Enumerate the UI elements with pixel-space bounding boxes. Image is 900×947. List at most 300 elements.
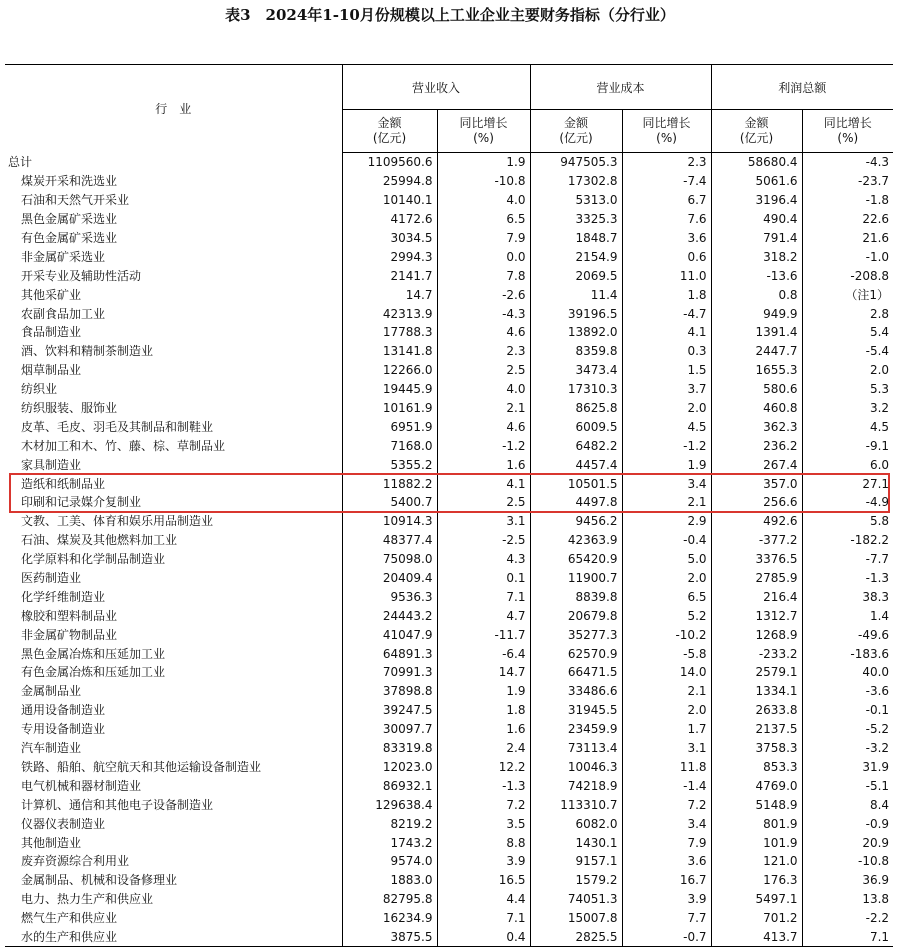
revenue-amount-cell: 20409.4 — [342, 569, 437, 588]
revenue-growth-cell: -2.5 — [437, 531, 530, 550]
profit-growth-cell: 7.1 — [802, 928, 893, 947]
revenue-amount-cell: 10140.1 — [342, 191, 437, 210]
table-row — [5, 342, 893, 361]
revenue-growth-cell: 8.8 — [437, 833, 530, 852]
revenue-growth-cell: -10.8 — [437, 172, 530, 191]
profit-group-header: 利润总额 — [711, 65, 893, 110]
profit-growth-cell: -1.8 — [865, 193, 890, 208]
cost-growth-cell: -7.4 — [622, 172, 711, 191]
cost-growth-cell: 11.8 — [622, 758, 711, 777]
profit-amount-cell: 460.8 — [711, 399, 802, 418]
profit-growth-cell: -4.9 — [865, 495, 890, 510]
profit-amount-cell: 0.8 — [711, 285, 802, 304]
revenue-amount-cell: 39247.5 — [342, 701, 437, 720]
table-row — [5, 663, 893, 682]
industry-name-cell: 非金属矿物制品业 — [5, 625, 342, 644]
table-row — [5, 739, 893, 758]
revenue-amount-cell: 82795.8 — [342, 890, 437, 909]
revenue-amount-cell: 75098.0 — [342, 550, 437, 569]
cost-amount-cell: 1430.1 — [530, 833, 622, 852]
table-row — [5, 890, 893, 909]
industry-name-cell: 专用设备制造业 — [5, 720, 342, 739]
profit-amount-header: 金额 (亿元) — [711, 110, 802, 153]
cost-growth-cell: 2.0 — [622, 569, 711, 588]
profit-amount-cell: 267.4 — [711, 455, 802, 474]
industry-name-cell: 家具制造业 — [5, 455, 342, 474]
cost-group-header: 营业成本 — [530, 65, 711, 110]
revenue-growth-cell: 4.4 — [437, 890, 530, 909]
cost-growth-cell: -5.8 — [622, 644, 711, 663]
cost-amount-cell: 9456.2 — [530, 512, 622, 531]
profit-amount-cell: 492.6 — [711, 512, 802, 531]
industry-name-cell: 黑色金属矿采选业 — [5, 210, 342, 229]
industry-name-cell: 橡胶和塑料制品业 — [5, 606, 342, 625]
table-row — [5, 512, 893, 531]
table-row — [5, 380, 893, 399]
revenue-amount-cell: 8219.2 — [342, 814, 437, 833]
profit-amount-cell: 101.9 — [711, 833, 802, 852]
profit-growth-cell: -0.1 — [865, 703, 890, 718]
revenue-amount-cell: 9536.3 — [342, 587, 437, 606]
industry-name-cell: 黑色金属冶炼和压延加工业 — [5, 644, 342, 663]
revenue-growth-cell: 2.5 — [437, 493, 530, 512]
cost-growth-cell: 5.0 — [622, 550, 711, 569]
table-row — [5, 455, 893, 474]
table-row — [5, 776, 893, 795]
cost-amount-header: 金额 (亿元) — [530, 110, 622, 153]
profit-amount-cell: 1312.7 — [711, 606, 802, 625]
cost-growth-cell: 7.6 — [622, 210, 711, 229]
revenue-growth-cell: 2.5 — [437, 361, 530, 380]
revenue-amount-cell: 25994.8 — [342, 172, 437, 191]
industry-name-cell: 电力、热力生产和供应业 — [5, 890, 342, 909]
profit-growth-cell: -182.2 — [850, 533, 890, 548]
revenue-growth-header: 同比增长 (%) — [437, 110, 530, 153]
profit-growth-header: 同比增长 (%) — [802, 110, 893, 153]
cost-amount-cell: 42363.9 — [530, 531, 622, 550]
profit-amount-cell: 791.4 — [711, 229, 802, 248]
revenue-amount-cell: 3034.5 — [342, 229, 437, 248]
revenue-growth-cell: 1.6 — [437, 720, 530, 739]
table-row — [5, 569, 893, 588]
industry-name-cell: 废弃资源综合利用业 — [5, 852, 342, 871]
revenue-growth-cell: 0.0 — [437, 247, 530, 266]
profit-growth-cell: -4.3 — [865, 155, 890, 170]
profit-amount-cell: 357.0 — [711, 474, 802, 493]
revenue-amount-cell: 2994.3 — [342, 247, 437, 266]
cost-amount-cell: 5313.0 — [530, 191, 622, 210]
revenue-growth-cell: 6.5 — [437, 210, 530, 229]
table-row — [5, 474, 893, 493]
industry-name-cell: 金属制品业 — [5, 682, 342, 701]
industry-name-cell: 计算机、通信和其他电子设备制造业 — [5, 795, 342, 814]
revenue-amount-cell: 41047.9 — [342, 625, 437, 644]
profit-growth-cell: 1.4 — [869, 608, 890, 623]
profit-growth-cell: -23.7 — [857, 174, 890, 189]
revenue-amount-cell: 1109560.6 — [342, 153, 437, 172]
profit-growth-cell: -10.8 — [857, 854, 890, 869]
profit-growth-cell: 22.6 — [862, 212, 890, 227]
industry-name-cell: 石油、煤炭及其他燃料加工业 — [5, 531, 342, 550]
revenue-amount-cell: 17788.3 — [342, 323, 437, 342]
cost-growth-cell: 7.7 — [622, 909, 711, 928]
revenue-amount-cell: 9574.0 — [342, 852, 437, 871]
profit-amount-cell: 5061.6 — [711, 172, 802, 191]
table-row — [5, 153, 893, 172]
cost-amount-cell: 73113.4 — [530, 739, 622, 758]
cost-amount-cell: 66471.5 — [530, 663, 622, 682]
industry-name-cell: 农副食品加工业 — [5, 304, 342, 323]
profit-amount-cell: 3758.3 — [711, 739, 802, 758]
industry-name-cell: 金属制品、机械和设备修理业 — [5, 871, 342, 890]
cost-amount-cell: 74218.9 — [530, 776, 622, 795]
cost-growth-cell: 2.3 — [622, 153, 711, 172]
table-row — [5, 606, 893, 625]
profit-growth-cell: -7.7 — [865, 552, 890, 567]
profit-growth-cell: -3.2 — [865, 741, 890, 756]
revenue-amount-cell: 3875.5 — [342, 928, 437, 947]
cost-growth-cell: -4.7 — [622, 304, 711, 323]
cost-growth-cell: -0.4 — [622, 531, 711, 550]
table-row — [5, 758, 893, 777]
revenue-amount-cell: 70991.3 — [342, 663, 437, 682]
revenue-amount-cell: 13141.8 — [342, 342, 437, 361]
table-row — [5, 436, 893, 455]
revenue-amount-cell: 129638.4 — [342, 795, 437, 814]
profit-growth-cell: -1.3 — [865, 571, 890, 586]
revenue-amount-cell: 6951.9 — [342, 417, 437, 436]
revenue-amount-cell: 48377.4 — [342, 531, 437, 550]
profit-amount-cell: 5497.1 — [711, 890, 802, 909]
table-row — [5, 852, 893, 871]
cost-growth-cell: 7.2 — [622, 795, 711, 814]
revenue-amount-cell: 7168.0 — [342, 436, 437, 455]
revenue-amount-cell: 10161.9 — [342, 399, 437, 418]
cost-amount-cell: 74051.3 — [530, 890, 622, 909]
revenue-growth-cell: 4.7 — [437, 606, 530, 625]
revenue-growth-cell: 4.3 — [437, 550, 530, 569]
profit-growth-cell: 21.6 — [862, 231, 890, 245]
revenue-growth-cell: 2.3 — [437, 342, 530, 361]
profit-growth-cell: 4.5 — [869, 419, 890, 434]
profit-growth-cell: -5.4 — [865, 344, 890, 359]
profit-growth-cell: -183.6 — [850, 646, 890, 661]
profit-amount-cell: 2137.5 — [711, 720, 802, 739]
revenue-growth-cell: 7.8 — [437, 266, 530, 285]
profit-amount-cell: 362.3 — [711, 417, 802, 436]
profit-amount-cell: 1655.3 — [711, 361, 802, 380]
cost-growth-cell: 2.1 — [622, 682, 711, 701]
profit-growth-cell: （注1） — [845, 287, 890, 302]
profit-growth-cell: -2.2 — [865, 911, 890, 926]
revenue-growth-cell: -11.7 — [437, 625, 530, 644]
cost-growth-cell: 1.5 — [622, 361, 711, 380]
industry-column-header: 行 业 — [5, 65, 342, 153]
profit-amount-cell: 216.4 — [711, 587, 802, 606]
industry-name-cell: 酒、饮料和精制茶制造业 — [5, 342, 342, 361]
table-row — [5, 210, 893, 229]
revenue-growth-cell: 4.0 — [437, 380, 530, 399]
revenue-growth-cell: 3.5 — [437, 814, 530, 833]
profit-growth-cell: 20.9 — [862, 835, 890, 850]
cost-growth-cell: 5.2 — [622, 606, 711, 625]
profit-growth-cell: 5.4 — [869, 325, 890, 340]
table-row — [5, 814, 893, 833]
cost-amount-cell: 20679.8 — [530, 606, 622, 625]
cost-growth-cell: 7.9 — [622, 833, 711, 852]
cost-amount-cell: 39196.5 — [530, 304, 622, 323]
revenue-growth-cell: 0.1 — [437, 569, 530, 588]
revenue-amount-cell: 42313.9 — [342, 304, 437, 323]
cost-amount-cell: 8839.8 — [530, 587, 622, 606]
cost-growth-cell: -0.7 — [622, 928, 711, 947]
revenue-growth-cell: 1.6 — [437, 455, 530, 474]
profit-growth-cell: -208.8 — [850, 268, 890, 283]
revenue-growth-cell: 7.9 — [437, 229, 530, 248]
revenue-amount-cell: 4172.6 — [342, 210, 437, 229]
profit-amount-cell: 701.2 — [711, 909, 802, 928]
table-row — [5, 493, 893, 512]
cost-amount-cell: 10501.5 — [530, 474, 622, 493]
cost-amount-cell: 1848.7 — [530, 229, 622, 248]
cost-amount-cell: 65420.9 — [530, 550, 622, 569]
industry-name-cell: 通用设备制造业 — [5, 701, 342, 720]
profit-amount-cell: 853.3 — [711, 758, 802, 777]
cost-growth-cell: 1.8 — [622, 285, 711, 304]
cost-amount-cell: 2154.9 — [530, 247, 622, 266]
cost-amount-cell: 4457.4 — [530, 455, 622, 474]
cost-amount-cell: 2069.5 — [530, 266, 622, 285]
table-row — [5, 833, 893, 852]
profit-amount-cell: 318.2 — [711, 247, 802, 266]
cost-growth-header: 同比增长 (%) — [622, 110, 711, 153]
revenue-amount-cell: 16234.9 — [342, 909, 437, 928]
table-row — [5, 701, 893, 720]
profit-amount-cell: 176.3 — [711, 871, 802, 890]
cost-growth-cell: 6.5 — [622, 587, 711, 606]
profit-growth-cell: 6.0 — [869, 457, 890, 472]
revenue-amount-cell: 83319.8 — [342, 739, 437, 758]
revenue-amount-cell: 19445.9 — [342, 380, 437, 399]
profit-amount-cell: 2579.1 — [711, 663, 802, 682]
industry-name-cell: 石油和天然气开采业 — [5, 191, 342, 210]
table-row — [5, 304, 893, 323]
table-row — [5, 550, 893, 569]
cost-growth-cell: 3.4 — [622, 814, 711, 833]
cost-amount-cell: 11900.7 — [530, 569, 622, 588]
profit-amount-cell: 413.7 — [711, 928, 802, 947]
revenue-growth-cell: 4.0 — [437, 191, 530, 210]
industry-name-cell: 纺织业 — [5, 380, 342, 399]
cost-amount-cell: 33486.6 — [530, 682, 622, 701]
cost-amount-cell: 31945.5 — [530, 701, 622, 720]
profit-growth-cell: -9.1 — [865, 438, 890, 453]
industry-name-cell: 汽车制造业 — [5, 739, 342, 758]
profit-growth-cell: 5.8 — [869, 514, 890, 529]
industry-name-cell: 电气机械和器材制造业 — [5, 776, 342, 795]
profit-amount-cell: 5148.9 — [711, 795, 802, 814]
industry-name-cell: 非金属矿采选业 — [5, 247, 342, 266]
profit-growth-cell: -5.2 — [865, 722, 890, 737]
table-row — [5, 191, 893, 210]
cost-amount-cell: 4497.8 — [530, 493, 622, 512]
table-title: 表3 2024年1-10月份规模以上工业企业主要财务指标（分行业） — [225, 6, 675, 24]
table-row — [5, 644, 893, 663]
revenue-growth-cell: 1.8 — [437, 701, 530, 720]
cost-amount-cell: 6482.2 — [530, 436, 622, 455]
cost-amount-cell: 6009.5 — [530, 417, 622, 436]
revenue-growth-cell: -2.6 — [437, 285, 530, 304]
profit-growth-cell: -49.6 — [857, 627, 890, 642]
profit-growth-cell: 31.9 — [862, 759, 890, 774]
cost-amount-cell: 3325.3 — [530, 210, 622, 229]
revenue-amount-cell: 12023.0 — [342, 758, 437, 777]
revenue-amount-cell: 37898.8 — [342, 682, 437, 701]
profit-growth-cell: 36.9 — [862, 873, 890, 888]
revenue-amount-cell: 64891.3 — [342, 644, 437, 663]
profit-amount-cell: 256.6 — [711, 493, 802, 512]
table-row — [5, 531, 893, 550]
table-row — [5, 361, 893, 380]
revenue-growth-cell: -4.3 — [437, 304, 530, 323]
profit-growth-cell: 5.3 — [869, 382, 890, 397]
table-row — [5, 229, 893, 248]
cost-growth-cell: 3.6 — [622, 852, 711, 871]
table-header — [5, 65, 893, 153]
table-body — [5, 153, 893, 947]
table-row — [5, 795, 893, 814]
revenue-growth-cell: 7.1 — [437, 587, 530, 606]
cost-amount-cell: 35277.3 — [530, 625, 622, 644]
cost-growth-cell: 6.7 — [622, 191, 711, 210]
cost-amount-cell: 10046.3 — [530, 758, 622, 777]
revenue-growth-cell: 14.7 — [437, 663, 530, 682]
financial-indicators-table — [5, 64, 893, 947]
profit-growth-cell: 40.0 — [862, 665, 890, 680]
cost-growth-cell: 1.7 — [622, 720, 711, 739]
profit-amount-cell: 490.4 — [711, 210, 802, 229]
revenue-amount-header: 金额 (亿元) — [342, 110, 437, 153]
revenue-growth-cell: 1.9 — [437, 682, 530, 701]
cost-amount-cell: 6082.0 — [530, 814, 622, 833]
cost-growth-cell: 11.0 — [622, 266, 711, 285]
cost-growth-cell: 4.1 — [622, 323, 711, 342]
cost-amount-cell: 947505.3 — [530, 153, 622, 172]
industry-name-cell: 其他采矿业 — [5, 285, 342, 304]
cost-growth-cell: 2.0 — [622, 399, 711, 418]
cost-amount-cell: 11.4 — [530, 285, 622, 304]
table-row — [5, 323, 893, 342]
profit-amount-cell: 121.0 — [711, 852, 802, 871]
industry-name-cell: 其他制造业 — [5, 833, 342, 852]
profit-amount-cell: 580.6 — [711, 380, 802, 399]
cost-amount-cell: 2825.5 — [530, 928, 622, 947]
cost-growth-cell: 0.3 — [622, 342, 711, 361]
table-row — [5, 417, 893, 436]
profit-amount-cell: 1334.1 — [711, 682, 802, 701]
profit-growth-cell: 38.3 — [862, 589, 890, 604]
table-row — [5, 720, 893, 739]
table-row — [5, 266, 893, 285]
revenue-amount-cell: 5400.7 — [342, 493, 437, 512]
industry-name-cell: 开采专业及辅助性活动 — [5, 266, 342, 285]
industry-name-cell: 燃气生产和供应业 — [5, 909, 342, 928]
revenue-amount-cell: 2141.7 — [342, 266, 437, 285]
cost-amount-cell: 62570.9 — [530, 644, 622, 663]
profit-amount-cell: -13.6 — [711, 266, 802, 285]
revenue-amount-cell: 86932.1 — [342, 776, 437, 795]
revenue-amount-cell: 1883.0 — [342, 871, 437, 890]
revenue-growth-cell: 4.6 — [437, 323, 530, 342]
cost-amount-cell: 3473.4 — [530, 361, 622, 380]
industry-name-cell: 造纸和纸制品业 — [5, 474, 342, 493]
industry-name-cell: 有色金属矿采选业 — [5, 229, 342, 248]
industry-name-cell: 木材加工和木、竹、藤、棕、草制品业 — [5, 436, 342, 455]
revenue-growth-cell: 3.1 — [437, 512, 530, 531]
revenue-growth-cell: 4.1 — [437, 474, 530, 493]
cost-amount-cell: 113310.7 — [530, 795, 622, 814]
revenue-growth-cell: 7.2 — [437, 795, 530, 814]
profit-growth-cell: -0.9 — [865, 816, 890, 831]
industry-name-cell: 仪器仪表制造业 — [5, 814, 342, 833]
cost-growth-cell: 3.4 — [622, 474, 711, 493]
cost-growth-cell: 3.7 — [622, 380, 711, 399]
industry-name-cell: 医药制造业 — [5, 569, 342, 588]
industry-name-cell: 食品制造业 — [5, 323, 342, 342]
industry-name-cell: 印刷和记录媒介复制业 — [5, 493, 342, 512]
cost-amount-cell: 17310.3 — [530, 380, 622, 399]
profit-amount-cell: 2447.7 — [711, 342, 802, 361]
revenue-amount-cell: 12266.0 — [342, 361, 437, 380]
table-row — [5, 172, 893, 191]
cost-growth-cell: 4.5 — [622, 417, 711, 436]
profit-growth-cell: 13.8 — [862, 892, 890, 907]
profit-amount-cell: 2785.9 — [711, 569, 802, 588]
cost-amount-cell: 9157.1 — [530, 852, 622, 871]
profit-amount-cell: 236.2 — [711, 436, 802, 455]
profit-growth-cell: 3.2 — [869, 401, 890, 416]
revenue-group-header: 营业收入 — [342, 65, 530, 110]
industry-name-cell: 铁路、船舶、航空航天和其他运输设备制造业 — [5, 758, 342, 777]
profit-growth-cell: -1.0 — [865, 249, 890, 264]
cost-growth-cell: 1.9 — [622, 455, 711, 474]
industry-name-cell: 煤炭开采和洗选业 — [5, 172, 342, 191]
revenue-growth-cell: 16.5 — [437, 871, 530, 890]
cost-growth-cell: 3.1 — [622, 739, 711, 758]
profit-growth-cell: 2.0 — [869, 363, 890, 378]
profit-amount-cell: 801.9 — [711, 814, 802, 833]
profit-growth-cell: -3.6 — [865, 684, 890, 699]
industry-name-cell: 水的生产和供应业 — [5, 928, 342, 947]
cost-growth-cell: -10.2 — [622, 625, 711, 644]
revenue-growth-cell: 7.1 — [437, 909, 530, 928]
profit-growth-cell: 27.1 — [862, 476, 890, 491]
industry-name-cell: 化学纤维制造业 — [5, 587, 342, 606]
revenue-growth-cell: -6.4 — [437, 644, 530, 663]
revenue-growth-cell: 12.2 — [437, 758, 530, 777]
cost-growth-cell: 2.0 — [622, 701, 711, 720]
cost-growth-cell: 3.9 — [622, 890, 711, 909]
cost-growth-cell: 16.7 — [622, 871, 711, 890]
cost-growth-cell: 2.9 — [622, 512, 711, 531]
table-row — [5, 285, 893, 304]
revenue-amount-cell: 1743.2 — [342, 833, 437, 852]
cost-amount-cell: 8359.8 — [530, 342, 622, 361]
profit-amount-cell: 3196.4 — [711, 191, 802, 210]
cost-growth-cell: -1.4 — [622, 776, 711, 795]
revenue-amount-cell: 14.7 — [342, 285, 437, 304]
cost-growth-cell: -1.2 — [622, 436, 711, 455]
